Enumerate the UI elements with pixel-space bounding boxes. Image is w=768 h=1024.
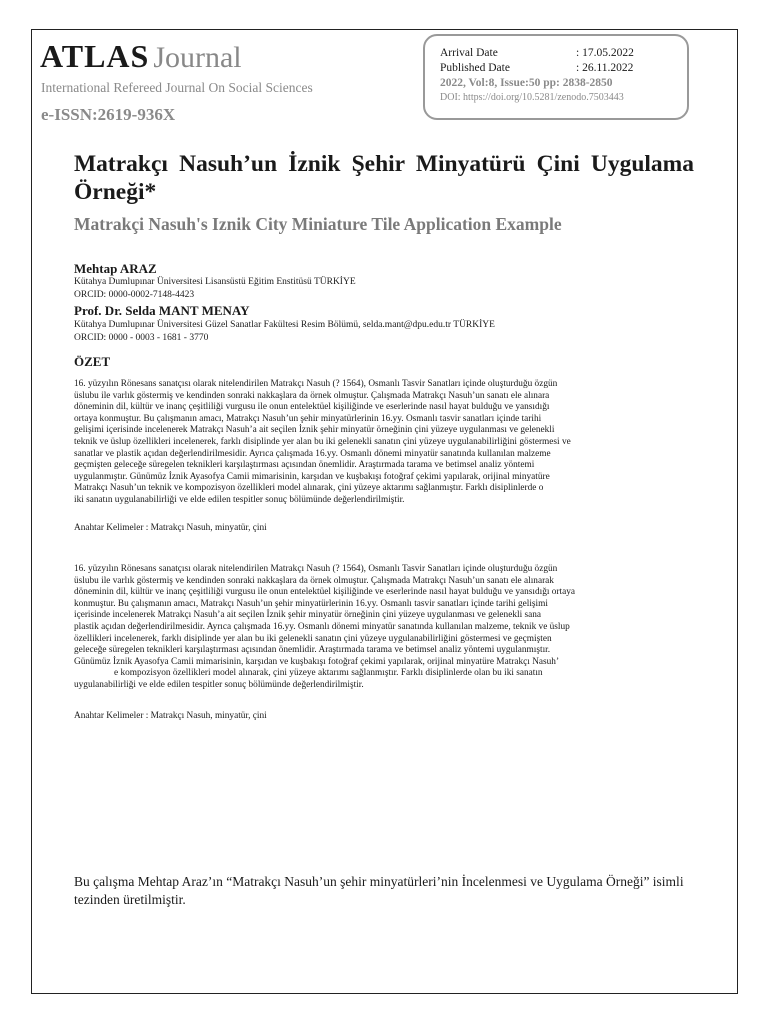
abstract-line: konmuştur. Bu çalışmanın amacı, Matrakçı Nasuh’un şehir minyatürlerinin 16.yy. Osmanlı tasvir sanatları içinde tarihi gelişimi <box>74 598 548 609</box>
abstract-line: özellikleri incelenerek, farklı disiplinde yer alan bu iki gelenekli sanatın çini yüzeye uygulanabilirliğini göstermesi ve geçmişten <box>74 633 552 644</box>
abstract-line: 16. yüzyılın Rönesans sanatçısı olarak nitelendirilen Matrakçı Nasuh (? 1564), Osmanlı Tasvir Sanatları içinde oluşturduğu özgün <box>74 379 558 389</box>
author-orcid: ORCID: 0000 - 0003 - 1681 - 3770 <box>74 333 209 343</box>
volume-info: 2022, Vol:8, Issue:50 pp: 2838-2850 <box>440 77 613 89</box>
keywords: Anahtar Kelimeler : Matrakçı Nasuh, minyatür, çini <box>74 523 267 533</box>
abstract-line: e kompozisyon özellikleri model alınarak, çini yüzeye aktarımı sağlanmıştır. Farklı disiplinlerde olan bu iki sanatın <box>114 668 543 679</box>
article-info-box <box>423 34 689 120</box>
abstract-line: Matrakçı Nasuh’un teknik ve kompozisyon özellikleri model alınarak, çini yüzeye aktarımı sağlanmıştır. Farklı disiplinlerde o <box>74 483 544 494</box>
abstract-line: uygulanmıştır. Günümüz İznik Ayasofya Camii mimarisinin, karşıdan ve kuşbakışı fotoğraf çekimi yapılarak, orijinal minyatüre <box>74 471 550 482</box>
abstract-paragraph <box>74 379 694 507</box>
abstract-line: 16. yüzyılın Rönesans sanatçısı olarak nitelendirilen Matrakçı Nasuh (? 1564), Osmanlı Tasvir Sanatları içinde oluşturduğu özgün <box>74 564 558 574</box>
author-name: Mehtap ARAZ <box>74 261 157 276</box>
footnote-text: Bu çalışma Mehtap Araz’ın “Matrakçı Nasuh’un şehir minyatürleri’nin İncelenmesi ve Uygulama Örneği” isimli tezinden üretilmiştir. <box>74 874 684 907</box>
abstract-heading: ÖZET <box>74 354 111 369</box>
article-title-english: Matrakçi Nasuh's Iznik City Miniature Tile Application Example <box>74 214 562 234</box>
abstract-paragraph <box>74 564 694 692</box>
abstract-line: döneminin dil, kültür ve inanç çeşitliliği vurgusu ile onun entelektüel kişiliğinde ve eserlerinde nasıl hayat bulduğu ve yansıdığı ortaya <box>74 587 575 598</box>
abstract-line: içerisinde incelenerek Matrakçı Nasuh’a ait seçilen İznik şehir minyatür örneğinin çini yüzeye uygulanması ve gelenekli sana <box>74 610 541 621</box>
arrival-date-value: : 17.05.2022 <box>576 47 634 59</box>
author-orcid: ORCID: 0000-0002-7148-4423 <box>74 290 195 300</box>
published-date-value: : 26.11.2022 <box>576 62 634 74</box>
published-date-row <box>440 62 687 77</box>
arrival-date-label: Arrival Date <box>440 47 498 59</box>
brand-atlas: ATLAS <box>40 38 150 74</box>
abstract-line: uygulanabilirliği ve elde edilen tespitler sonuç bölümünde değerlendirilmiştir. <box>74 679 364 690</box>
published-date-label: Published Date <box>440 62 510 74</box>
brand-journal: Journal <box>153 41 242 74</box>
abstract-line: gelişimi içerisinde incelenerek Matrakçı Nasuh’a ait seçilen İznik şehir minyatür örneğinin çini yüzeye uygulanması ve gelenekli <box>74 425 555 436</box>
abstract-line: üslubu ile varlık göstermiş ve kendinden sonraki nakkaşlara da örnek olmuştur. Çalışmada Matrakçı Nasuh’un sanatı ele alınara <box>74 390 550 401</box>
abstract-line: döneminin dil, kültür ve inanç çeşitliliği vurgusu ile onun entelektüel kişiliğinde ve eserlerinde nasıl hayat bulduğu ve yansıdığı <box>74 402 550 413</box>
abstract-line: Günümüz İznik Ayasofya Camii mimarisinin, karşıdan ve kuşbakışı fotoğraf çekimi yapılarak, orijinal minyatüre Matrakçı Nasuh’ <box>74 656 560 667</box>
abstract-line: geleceğe süregelen teknikleri karşılaştırması açısından önemlidir. Araştırmada tarama ve betimsel analiz yöntemi uygulanmıştır. <box>74 645 551 656</box>
abstract-line: üslubu ile varlık göstermiş ve kendinden sonraki nakkaşlara da örnek olmuştur. Çalışmada Matrakçı Nasuh’un sanatı ele alınarak <box>74 575 554 586</box>
abstract-line: sanatlar ve plastik açıdan değerlendirilmesidir. Ayrıca çalışmada 16.yy. Osmanlı dönemi minyatür sanatında kullanılan malzeme <box>74 448 551 459</box>
author-affiliation: Kütahya Dumlupınar Üniversitesi Lisansüstü Eğitim Enstitüsü TÜRKİYE <box>74 277 356 287</box>
abstract-line: iki sanatın uygulanabilirliği ve elde edilen tespitler sonuç bölümünde değerlendirilmiştir. <box>74 494 405 505</box>
doi-link[interactable]: DOI: https://doi.org/10.5281/zenodo.7503443 <box>440 92 624 103</box>
abstract-line: teknik ve üslup özellikleri incelenerek, farklı disiplinde yer alan bu iki gelenekli sanatın çini yüzeye uygulanabilirliğini göstermesi ve <box>74 436 571 447</box>
arrival-date-row <box>440 47 687 62</box>
abstract-line: geçmişten geleceğe süregelen teknikleri karşılaştırması açısından önemlidir. Araştırmada tarama ve betimsel analiz yöntemi <box>74 460 535 471</box>
journal-subtitle: International Refereed Journal On Social Sciences <box>41 80 313 95</box>
journal-logo <box>40 38 242 75</box>
journal-issn: e-ISSN:2619-936X <box>41 105 176 124</box>
keywords: Anahtar Kelimeler : Matrakçı Nasuh, minyatür, çini <box>74 711 267 721</box>
author-affiliation[interactable]: Kütahya Dumlupınar Üniversitesi Güzel Sanatlar Fakültesi Resim Bölümü, selda.mant@dpu.edu.tr TÜRKİYE <box>74 320 495 330</box>
abstract-line: plastik açıdan değerlendirilmesidir. Ayrıca çalışmada 16.yy. Osmanlı dönemi minyatür sanatında kullanılan malzeme, teknik ve üslup <box>74 621 570 632</box>
footnote <box>74 873 694 909</box>
abstract-line: ortaya konmuştur. Bu çalışmanın amacı, Matrakçı Nasuh’un şehir minyatürlerinin 16.yy. Osmanlı tasvir sanatları içinde tarihi <box>74 413 542 424</box>
author-name: Prof. Dr. Selda MANT MENAY <box>74 303 250 318</box>
article-title: Matrakçı Nasuh’un İznik Şehir Minyatürü Çini Uygulama Örneği* <box>74 151 694 205</box>
